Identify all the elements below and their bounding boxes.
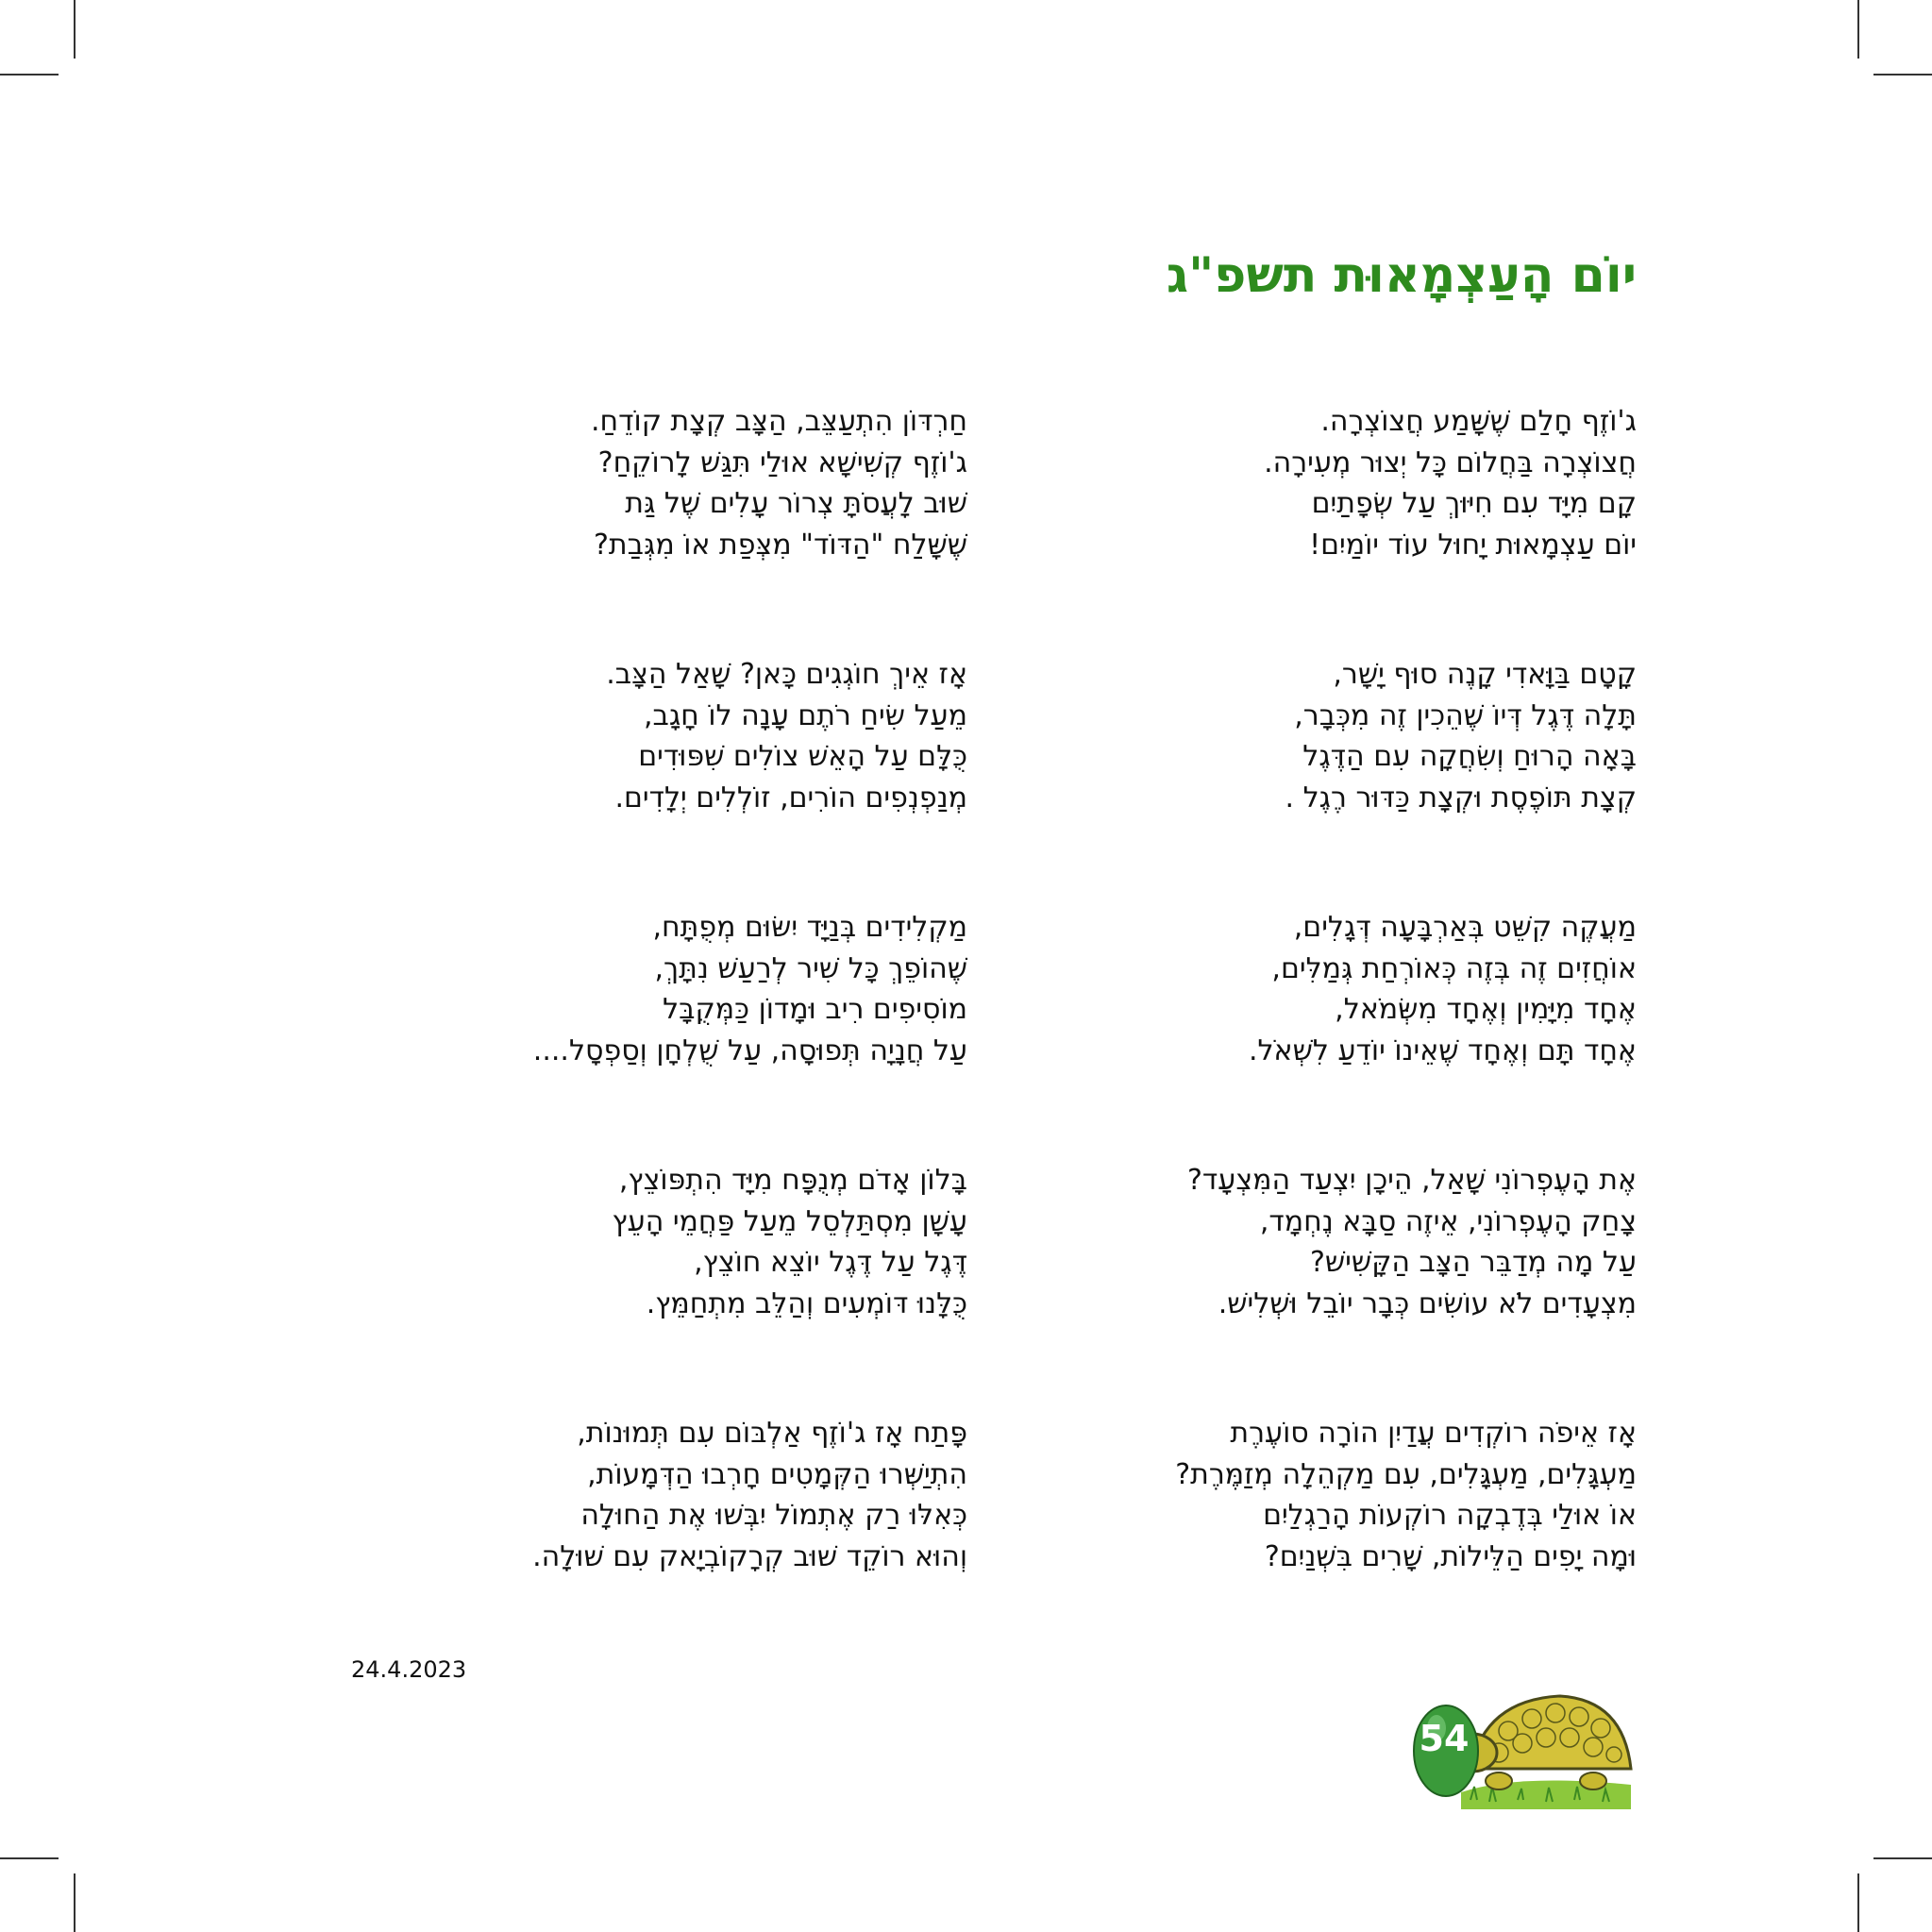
stanza bbox=[1175, 907, 1637, 1071]
poem-line: עָשָׁן מִסְתַּלְסֵל מֵעַל פַּחֲמֵי הָעֵץ bbox=[612, 1204, 967, 1238]
crop-mark-right-top bbox=[1873, 74, 1932, 76]
poem-line: קָטָם בַּוָּאדִי קָנֶה סוּף יָשָׁר, bbox=[1333, 658, 1637, 691]
poem-line: יוֹם עַצְמָאוּת יָחוּל עוֹד יוֹמַיִם! bbox=[1309, 528, 1637, 562]
stanza bbox=[1175, 401, 1637, 565]
poem-line: שׁוּב לָעֲסֹתָּ צְרוֹר עָלִים שֶׁל גַּת bbox=[625, 487, 967, 520]
poem-line: קָם מִיָּד עִם חִיּוּךְ עַל שְׂפָתַיִם bbox=[1311, 487, 1637, 520]
poem-line: ג'וֹזֶף קְשִׁישָׁא אוּלַי תִּגַּשׁ לָרוֹקֵחַ? bbox=[597, 445, 967, 479]
poem-line: שֶׁשָּׁלַח "הַדּוֹד" מִצְּפַת אוֹ מִגְּבַת? bbox=[593, 528, 967, 562]
poem-column-right bbox=[1175, 401, 1637, 1666]
crop-mark-left-bottom bbox=[0, 1857, 59, 1859]
poem-line: פָּתַח אָז ג'וֹזֶף אַלְבּוֹם עִם תְּמוּנוֹת, bbox=[577, 1417, 967, 1450]
poem-line: אֶת הָעֶפְרוֹנִי שָׁאַל, הֵיכָן יִצְעַד הַמִּצְעָד? bbox=[1186, 1164, 1637, 1197]
poem-line: מַעְגָּלִים, מַעְגָּלִים, עִם מַקְהֵלָה מְזַמֶּרֶת? bbox=[1175, 1457, 1637, 1491]
crop-mark-top-right bbox=[1857, 0, 1859, 59]
poem-line: הִתְיַשְּׁרוּ הַקְּמָטִים חָרְבוּ הַדְּמָעוֹת, bbox=[587, 1457, 967, 1491]
poem-line: מַקְלִידִים בְּנַיָּד יִשּׂוּם מְפֻתָּח, bbox=[652, 911, 967, 944]
crop-mark-bottom-left bbox=[74, 1873, 76, 1932]
poem-line: עַל חֲנָיָה תְּפוּסָה, עַל שֻׁלְחָן וְסַפְסָל.... bbox=[532, 1033, 967, 1067]
stanza bbox=[532, 654, 967, 818]
poem-line: מוֹסִיפִים רִיב וּמָדוֹן כַּמְּקֻבָּל bbox=[663, 993, 967, 1026]
poem-line: אוֹ אוּלַי בְּדֶבְקָה רוֹקְעוֹת הָרַגְלַיִם bbox=[1263, 1499, 1637, 1532]
poem-line: צָחַק הָעֶפְרוֹנִי, אֵיזֶה סַבָּא נֶחְמָד, bbox=[1259, 1204, 1637, 1238]
poem-column-left bbox=[532, 401, 967, 1666]
poem-line: אוֹחֲזִים זֶה בְּזֶה כְּאוֹרְחַת גְּמַלִּים, bbox=[1271, 951, 1637, 985]
poem-line: קְצָת תּוֹפֶסֶת וּקְצָת כַּדּוּר רֶגֶל . bbox=[1285, 781, 1637, 815]
poem-line: כְּאִלּוּ רַק אֶתְמוֹל יִבְּשׁוּ אֶת הַחוּלָה bbox=[580, 1499, 967, 1532]
poem-line: עַל מָה מְדַבֵּר הַצָּב הַקָּשִׁישׁ? bbox=[1309, 1246, 1637, 1279]
poem-line: תָּלָה דֶּגֶל דְּיוֹ שֶׁהֵכִין זֶה מִכְּבָר, bbox=[1294, 698, 1637, 732]
poem-line: חֲצוֹצְרָה בַּחֲלוֹם כָּל יְצוּר מְעִירָה. bbox=[1264, 445, 1637, 479]
crop-mark-bottom-right bbox=[1857, 1873, 1859, 1932]
poem-line: אֶחָד תָּם וְאֶחָד שֶׁאֵינוֹ יוֹדֵעַ לִשְׁאֹל. bbox=[1248, 1033, 1637, 1067]
poem-line: דֶּגֶל עַל דֶּגֶל יוֹצֵא חוֹצֵץ, bbox=[694, 1246, 967, 1279]
poem-line: מִצְעָדִים לֹא עוֹשִׂים כְּבָר יוֹבֵל וּשְׁלִישׁ. bbox=[1218, 1286, 1637, 1320]
stanza bbox=[1175, 1160, 1637, 1324]
poem-line: חַרְדּוֹן הִתְעַצֵּב, הַצָּב קְצָת קוֹדֵחַ. bbox=[591, 405, 967, 438]
poem-line: שֶׁהוֹפֵךְ כָּל שִׁיר לְרַעַשׁ נִתָּךְ, bbox=[654, 951, 967, 985]
poem-line: מַעֲקֶה קִשֵּׁט בְּאַרְבָּעָה דְּגָלִים, bbox=[1293, 911, 1637, 944]
poem-line: אֶחָד מִיָּמִין וְאֶחָד מִשְּׂמֹאל, bbox=[1335, 993, 1637, 1026]
stanza bbox=[532, 1413, 967, 1577]
page-title: יוֹם הָעַצְמָאוּת תשפ"ג bbox=[1166, 247, 1637, 304]
stanza bbox=[532, 907, 967, 1071]
poem-line: כֻּלָּנוּ דּוֹמְעִים וְהַלֵּב מִתְחַמֵּץ. bbox=[646, 1286, 967, 1320]
stanza bbox=[1175, 654, 1637, 818]
poem-line: בָּלוֹן אָדֹם מְנֻפָּח מִיָּד הִתְפּוֹצֵץ, bbox=[618, 1164, 967, 1197]
poem-line: וְהוּא רוֹקֵד שׁוּב קְרָקוֹבְיָאק עִם שׁוּלָה. bbox=[532, 1539, 967, 1573]
poem-line: כֻּלָּם עַל הָאֵשׁ צוֹלִים שִׁפּוּדִים bbox=[638, 740, 967, 773]
crop-mark-right-bottom bbox=[1873, 1857, 1932, 1859]
poem-line: אָז אֵיךְ חוֹגְגִים כָּאן? שָׁאַל הַצָּב. bbox=[606, 658, 967, 691]
poem-line: ג'וֹזֶף חָלַם שֶׁשָּׁמַע חֲצוֹצְרָה. bbox=[1320, 405, 1637, 438]
stanza bbox=[532, 401, 967, 565]
poem-line: אָז אֵיפֹה רוֹקְדִים עֲדַיִן הוֹרָה סוֹעֶרֶת bbox=[1230, 1417, 1637, 1450]
crop-mark-top-left bbox=[74, 0, 76, 59]
stanza bbox=[1175, 1413, 1637, 1577]
poem-line: בָּאָה הָרוּחַ וְשִׂחֲקָה עִם הַדֶּגֶל bbox=[1302, 740, 1637, 773]
stanza bbox=[532, 1160, 967, 1324]
poem-line: וּמָה יָפִים הַלֵּילוֹת, שָׁרִים בִּשְׁנַיִם? bbox=[1264, 1539, 1637, 1573]
poem-date: 24.4.2023 bbox=[351, 1656, 467, 1683]
page-number: 54 bbox=[1419, 1718, 1470, 1759]
crop-mark-left-top bbox=[0, 74, 59, 76]
poem-line: מְנַפְנְפִים הוֹרִים, זוֹלְלִים יְלָדִים. bbox=[614, 781, 967, 815]
poem-line: מֵעַל שִׂיחַ רֹתֶם עָנָה לוֹ חָגָב, bbox=[643, 698, 967, 732]
